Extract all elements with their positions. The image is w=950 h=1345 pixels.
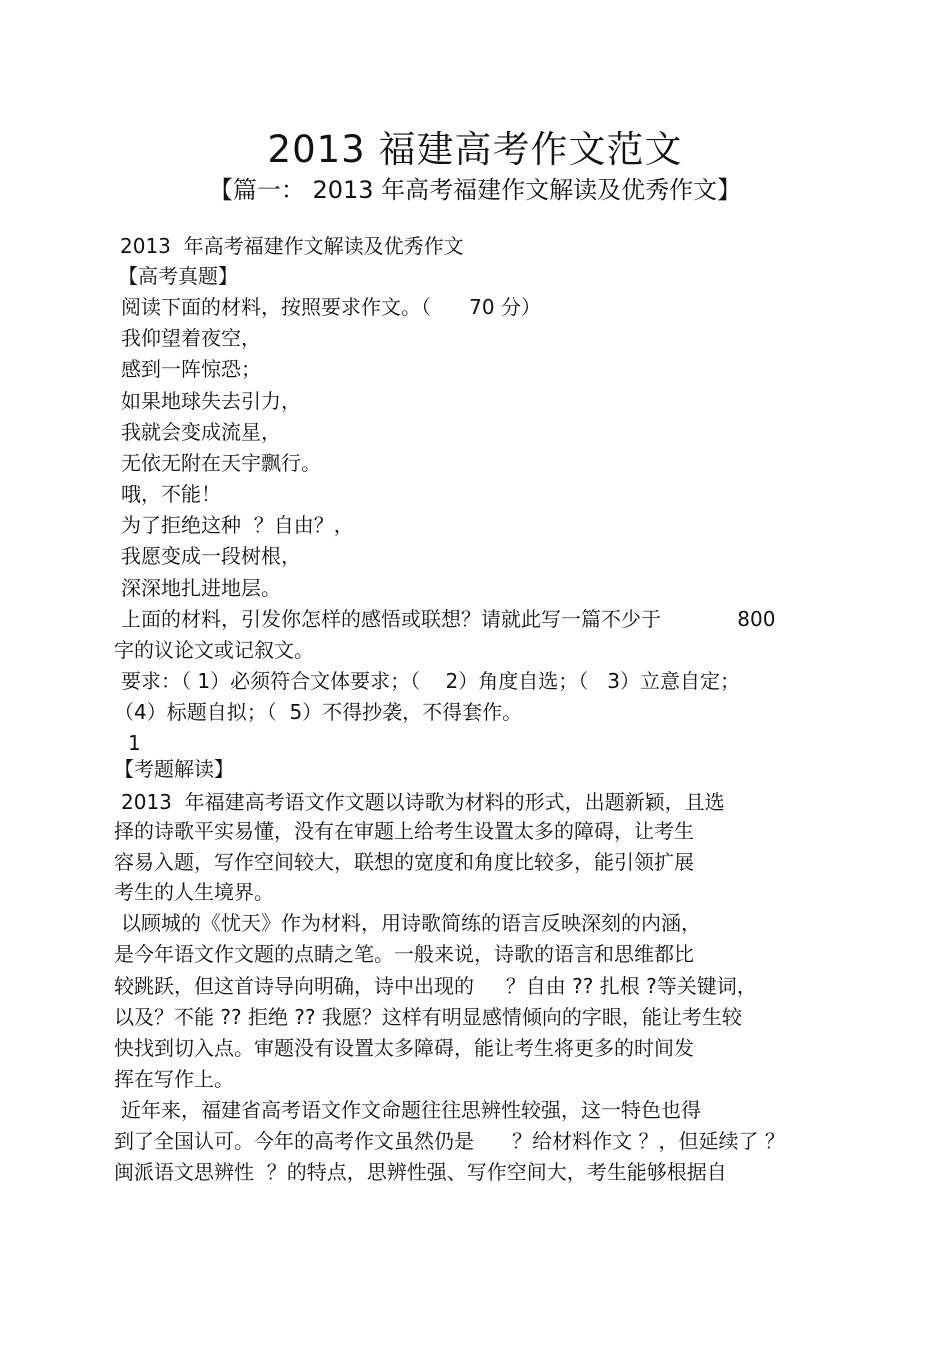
text-line: 阅读下面的材料，按照要求作文。（ 70 分）: [121, 295, 541, 319]
text-line: 闽派语文思辨性 ？的特点，思辨性强、写作空间大，考生能够根据自: [114, 1160, 727, 1184]
text-line: 深深地扎进地层。: [121, 576, 281, 600]
text-line: 无依无附在天宇飘行。: [121, 451, 321, 475]
text-line: 以顾城的《忧天》作为材料，用诗歌简练的语言反映深刻的内涵，: [121, 911, 701, 935]
text-line: 容易入题，写作空间较大，联想的宽度和角度比较多，能引领扩展: [114, 850, 694, 874]
text-line: 我愿变成一段树根，: [121, 544, 301, 568]
text-line: （4）标题自拟；（ 5）不得抄袭，不得套作。: [114, 700, 523, 724]
text-line: 择的诗歌平实易懂，没有在审题上给考生设置太多的障碍，让考生: [114, 819, 694, 843]
text-line: 上面的材料，引发你怎样的感悟或联想？请就此写一篇不少于 800: [121, 607, 776, 631]
text-line: 以及？不能 ?? 拒绝 ?? 我愿？这样有明显感情倾向的字眼，能让考生较: [114, 1005, 742, 1029]
text-line: 较跳跃，但这首诗导向明确，诗中出现的 ？自由 ?? 扎根 ?等关键词，: [114, 974, 757, 998]
text-line: 【考题解读】: [114, 757, 234, 781]
text-line: 要求：（ 1）必须符合文体要求；（ 2）角度自选；（ 3）立意自定；: [121, 669, 741, 693]
text-line: 如果地球失去引力，: [121, 389, 301, 413]
document-title: 2013 福建高考作文范文: [267, 128, 683, 171]
text-line: 我就会变成流星，: [121, 420, 281, 444]
text-line: 2013 年高考福建作文解读及优秀作文: [120, 234, 464, 258]
text-line: 考生的人生境界。: [114, 880, 274, 904]
text-line: 是今年语文作文题的点睛之笔。一般来说，诗歌的语言和思维都比: [114, 942, 694, 966]
text-line: 字的议论文或记叙文。: [114, 638, 314, 662]
text-line: 1: [128, 731, 141, 755]
text-line: 快找到切入点。审题没有设置太多障碍，能让考生将更多的时间发: [114, 1036, 694, 1060]
text-line: 感到一阵惊恐；: [121, 357, 261, 381]
text-line: 我仰望着夜空，: [121, 326, 261, 350]
text-line: 【高考真题】: [118, 264, 238, 288]
text-line: 近年来，福建省高考语文作文命题往往思辨性较强，这一特色也得: [121, 1098, 701, 1122]
text-line: 挥在写作上。: [114, 1067, 234, 1091]
text-line: 为了拒绝这种 ？自由？，: [121, 513, 354, 537]
text-line: 哦，不能！: [121, 482, 221, 506]
text-line: 2013 年福建高考语文作文题以诗歌为材料的形式，出题新颖，且选: [121, 790, 725, 814]
document-subtitle: 【篇一： 2013 年高考福建作文解读及优秀作文】: [208, 176, 742, 204]
text-line: 到了全国认可。今年的高考作文虽然仍是 ？给材料作文 ？，但延续了 ？: [114, 1129, 785, 1153]
